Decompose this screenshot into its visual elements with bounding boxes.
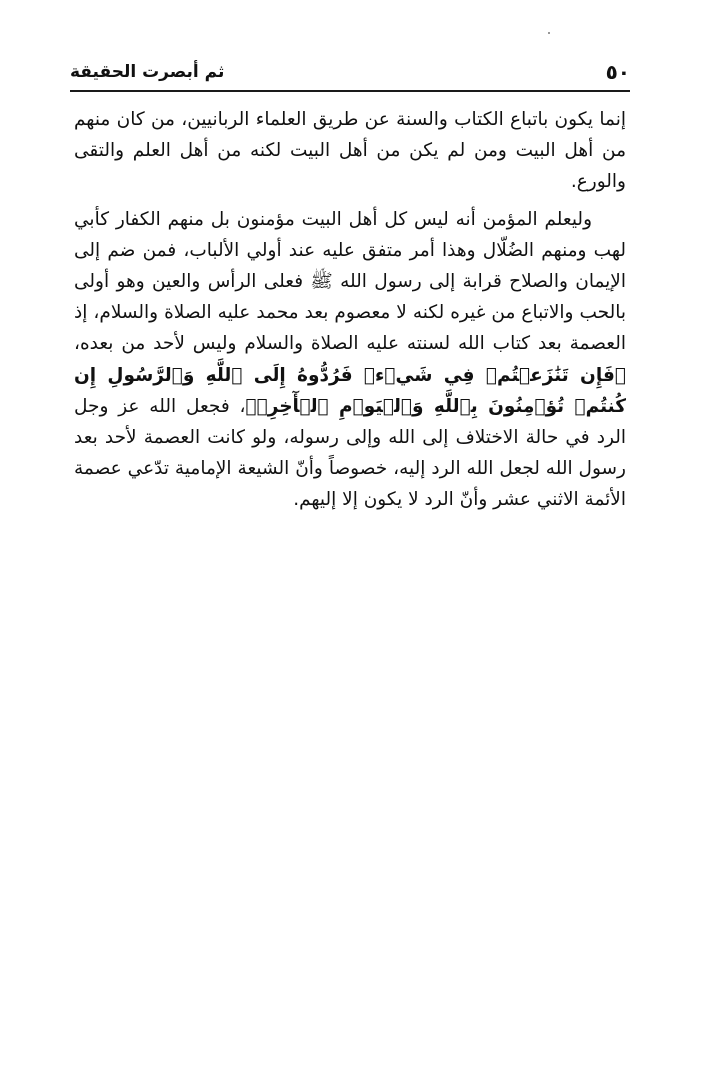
scan-speck [548,32,550,34]
page-number: ٥٠ [605,60,630,84]
paragraph-2 [74,204,626,516]
running-title: ثم أبصرت الحقيقة [70,62,225,82]
paragraph-2-text-after: ، فجعل الله عز وجل الرد في حالة الاختلاف إلى الله وإلى رسوله، ولو كانت العصمة لأحد بعد رسول الله لجعل الله الرد إليه، خصوصاً وأنّ الشيعة الإمامية تدّعي عصمة الأئمة الاثني عشر وأنّ الرد لا يكون إلا إليهم. [74,395,626,511]
paragraph-1: إنما يكون باتباع الكتاب والسنة عن طريق العلماء الربانيين، من كان منهم من أهل البيت ومن لم يكن من أهل البيت لكنه من أهل العلم والتقى والورع. [74,109,626,193]
quran-verse: ﴿فَإِن تَنَٰزَعۡتُمۡ فِي شَيۡءٖ فَرُدُّوهُ إِلَى ٱللَّهِ وَٱلرَّسُولِ إِن كُنتُمۡ تُؤۡمِنُونَ بِٱللَّهِ وَٱلۡيَوۡمِ ٱلۡأٓخِرِۚ﴾ [74,364,626,417]
paragraph-2-text-before: وليعلم المؤمن أنه ليس كل أهل البيت مؤمنون بل منهم الكفار كأبي لهب ومنهم الضُلّال وهذا أمر متفق عليه عند أولي الألباب، فمن ضم إلى الإيمان والصلاح قرابة إلى رسول الله ﷺ فعلى الرأس والعين وهو أولى بالحب والاتباع من غيره لكنه لا معصوم بعد محمد عليه الصلاة والسلام، إذ العصمة بعد كتاب الله لسنته عليه الصلاة والسلام وليس لأحد من بعده، [74,208,626,355]
body-text [74,104,626,516]
page-header [70,56,630,92]
